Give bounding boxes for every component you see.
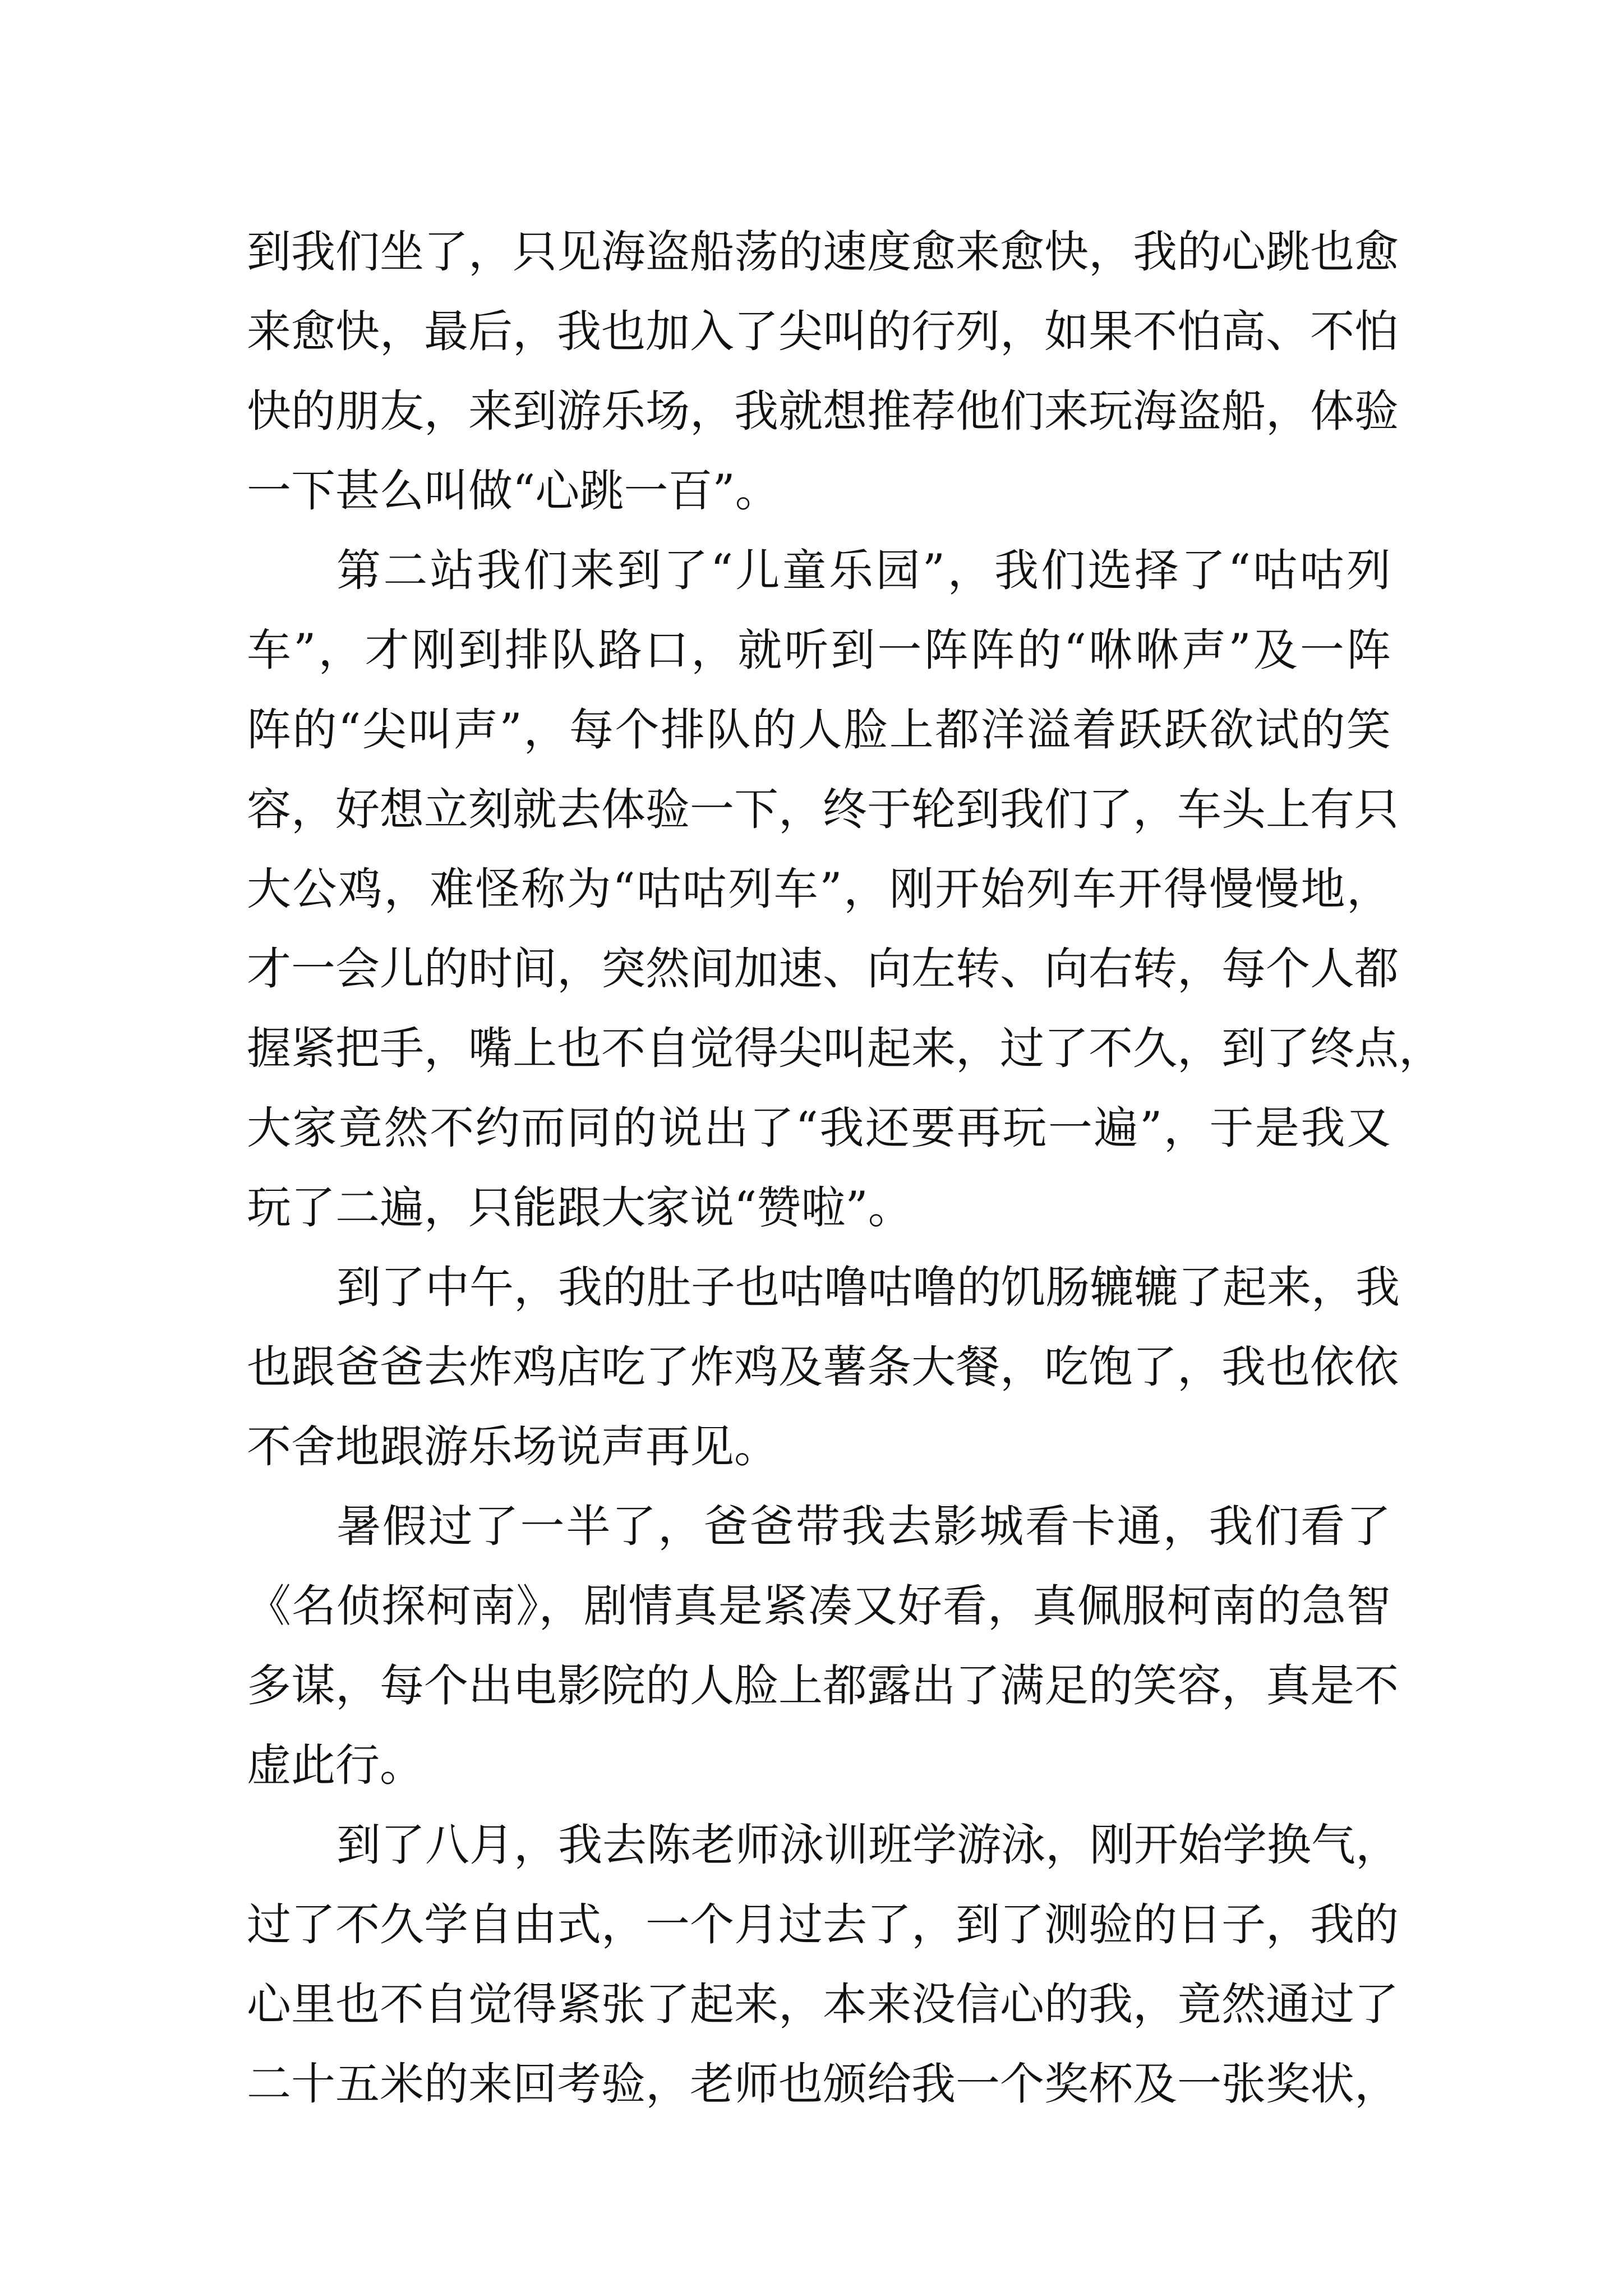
paragraph-pirate-ship	[247, 212, 1399, 531]
text-line: 阵的“尖叫声”，每个排队的人脸上都洋溢着跃跃欲试的笑	[247, 704, 1391, 756]
paragraph-lunch	[247, 1248, 1400, 1487]
text-line: 到了八月，我去陈老师泳训班学游泳，刚开始学换气，	[336, 1819, 1400, 1871]
text-line: 容，好想立刻就去体验一下，终于轮到我们了，车头上有只	[247, 784, 1399, 835]
text-line: 握紧把手，嘴上也不自觉得尖叫起来，过了不久，到了终点，	[247, 1023, 1443, 1074]
text-line: 二十五米的来回考验，老师也颁给我一个奖杯及一张奖状，	[247, 2058, 1399, 2110]
text-line: 到我们坐了，只见海盗船荡的速度愈来愈快，我的心跳也愈	[247, 226, 1399, 278]
text-line: 到了中午，我的肚子也咕噜咕噜的饥肠辘辘了起来，我	[336, 1262, 1400, 1313]
paragraph-movie	[247, 1487, 1399, 1805]
paragraph-kiddie-train	[247, 531, 1443, 1248]
text-line: 《名侦探柯南》，剧情真是紧凑又好看，真佩服柯南的急智	[247, 1580, 1391, 1632]
text-line: 过了不久学自由式，一个月过去了，到了测验的日子，我的	[247, 1899, 1399, 1950]
text-line: 第二站我们来到了“儿童乐园”，我们选择了“咕咕列	[336, 545, 1391, 596]
text-line: 快的朋友，来到游乐场，我就想推荐他们来玩海盗船，体验	[247, 385, 1399, 437]
text-line: 也跟爸爸去炸鸡店吃了炸鸡及薯条大餐，吃饱了，我也依依	[247, 1341, 1399, 1393]
text-line: 大公鸡，难怪称为“咕咕列车”，刚开始列车开得慢慢地，	[247, 863, 1391, 915]
text-line: 心里也不自觉得紧张了起来，本来没信心的我，竟然通过了	[247, 1978, 1399, 2030]
text-line: 多谋，每个出电影院的人脸上都露出了满足的笑容，真是不	[247, 1660, 1399, 1711]
text-line: 虚此行。	[247, 1740, 424, 1791]
paragraph-swimming	[247, 1805, 1400, 2124]
text-line: 不舍地跟游乐场说声再见。	[247, 1421, 778, 1473]
text-line: 车”，才刚到排队路口，就听到一阵阵的“咻咻声”及一阵	[247, 624, 1391, 676]
essay-body	[247, 212, 1443, 2124]
text-line: 玩了二遍，只能跟大家说“赞啦”。	[247, 1182, 912, 1234]
text-line: 一下甚么叫做“心跳一百”。	[247, 465, 780, 517]
text-line: 暑假过了一半了，爸爸带我去影城看卡通，我们看了	[336, 1501, 1391, 1552]
text-line: 来愈快，最后，我也加入了尖叫的行列，如果不怕高、不怕	[247, 306, 1399, 357]
text-line: 大家竟然不约而同的说出了“我还要再玩一遍”，于是我又	[247, 1102, 1391, 1154]
text-line: 才一会儿的时间，突然间加速、向左转、向右转，每个人都	[247, 943, 1399, 995]
